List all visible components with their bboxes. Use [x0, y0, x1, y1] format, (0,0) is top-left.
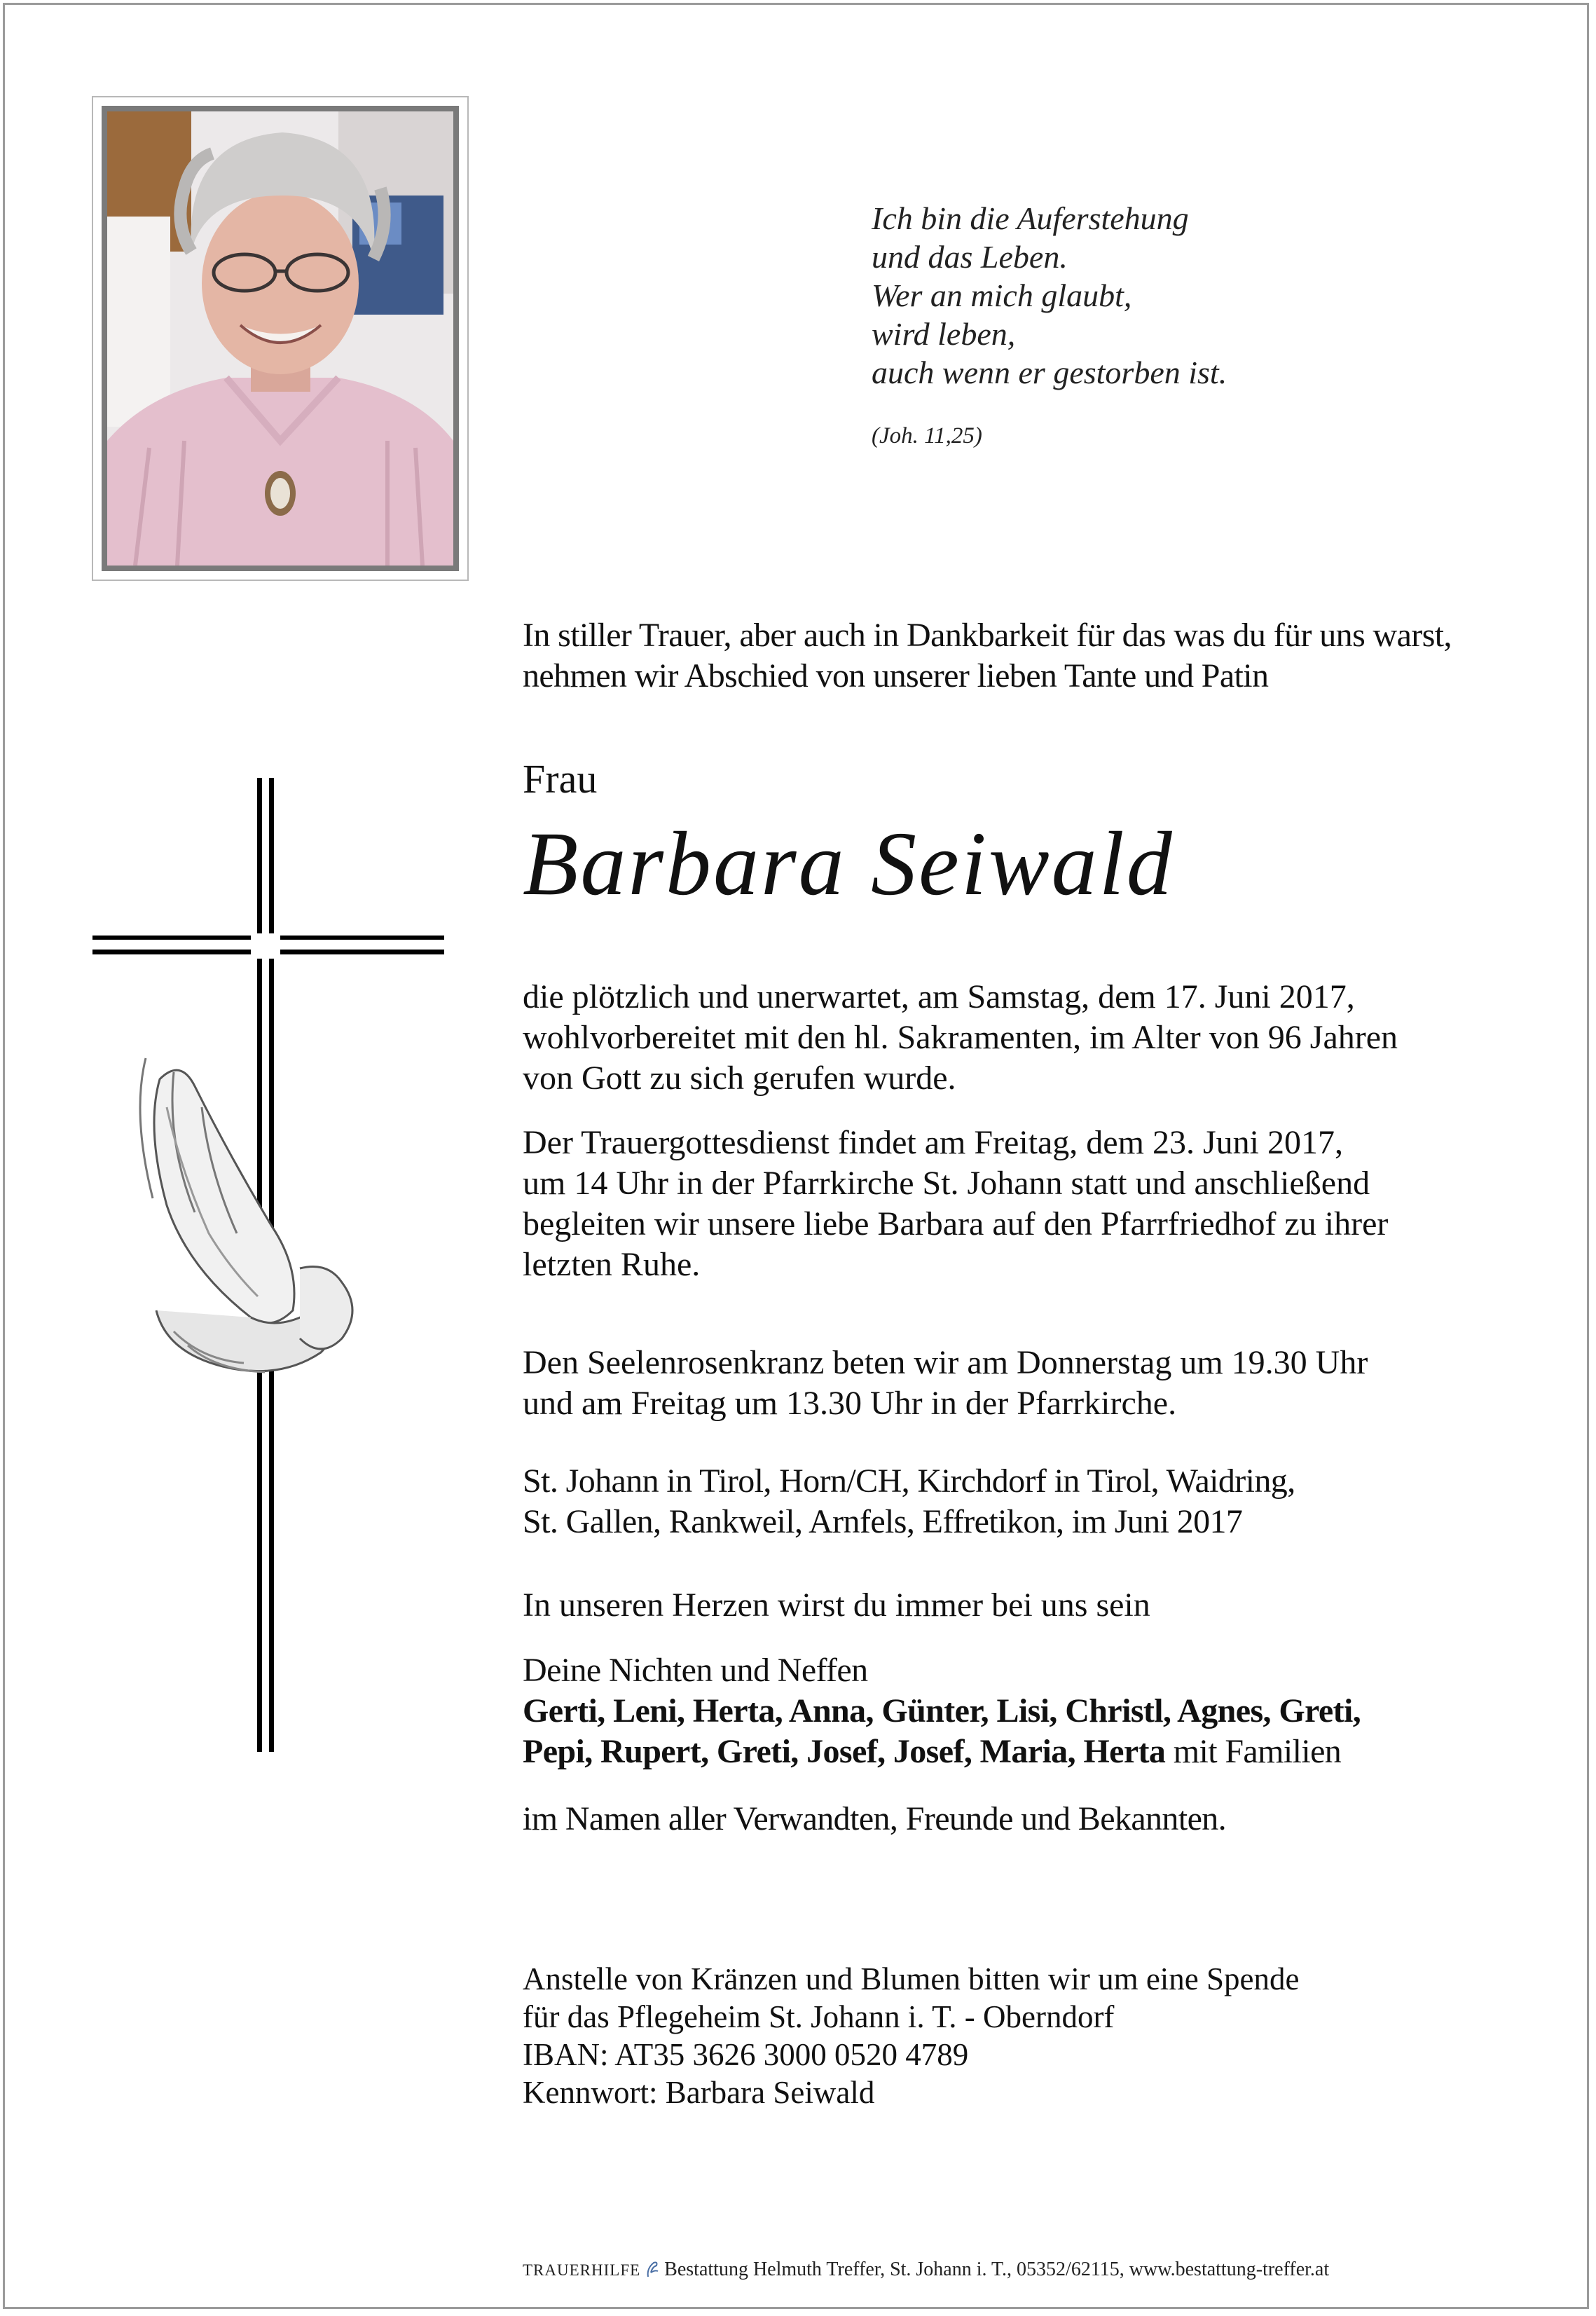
- places-line: St. Johann in Tirol, Horn/CH, Kirchdorf in Tirol, Waidring,: [523, 1462, 1295, 1500]
- quote-line: Ich bin die Auferstehung: [872, 200, 1189, 236]
- mourners-names: Gerti, Leni, Herta, Anna, Günter, Lisi, Christl, Agnes, Greti,: [523, 1692, 1361, 1729]
- service-paragraph: [523, 1123, 1388, 1285]
- intro-line: nehmen wir Abschied von unserer lieben Tante und Patin: [523, 657, 1269, 694]
- rosary-paragraph: [523, 1343, 1368, 1424]
- donation-line: Anstelle von Kränzen und Blumen bitten wir um eine Spende: [523, 1961, 1300, 1996]
- quote-line: Wer an mich glaubt,: [872, 277, 1132, 313]
- service-line: um 14 Uhr in der Pfarrkirche St. Johann statt und anschließend: [523, 1165, 1370, 1202]
- intro-paragraph: [523, 615, 1452, 697]
- rosary-line: und am Freitag um 13.30 Uhr in der Pfarrkirche.: [523, 1385, 1177, 1422]
- leaf-icon: [645, 2260, 659, 2278]
- death-notice-paragraph: [523, 977, 1398, 1099]
- salutation: Frau: [523, 756, 598, 802]
- portrait-photo: [102, 106, 459, 571]
- quote-reference: (Joh. 11,25): [872, 423, 982, 448]
- service-line: Der Trauergottesdienst findet am Freitag, dem 23. Juni 2017,: [523, 1124, 1343, 1161]
- deceased-name: Barbara Seiwald: [523, 814, 1174, 914]
- notice-line: die plötzlich und unerwartet, am Samstag, dem 17. Juni 2017,: [523, 978, 1355, 1015]
- mourners-families: mit Familien: [1165, 1733, 1342, 1770]
- notice-line: von Gott zu sich gerufen wurde.: [523, 1060, 956, 1097]
- footer-brand: TRAUERHILFE: [523, 2261, 641, 2279]
- quote-line: auch wenn er gestorben ist.: [872, 355, 1227, 390]
- mourners-heading: Deine Nichten und Neffen: [523, 1652, 868, 1689]
- cross-with-praying-hands-icon: [90, 778, 447, 1752]
- places-line: St. Gallen, Rankweil, Arnfels, Effretikon, im Juni 2017: [523, 1503, 1243, 1540]
- places-paragraph: [523, 1461, 1295, 1542]
- quote-line: und das Leben.: [872, 239, 1068, 275]
- portrait-frame: [92, 96, 469, 581]
- footer-text: Bestattung Helmuth Treffer, St. Johann i. T., 05352/62115, www.bestattung-treffer.at: [664, 2259, 1330, 2280]
- rosary-line: Den Seelenrosenkranz beten wir am Donnerstag um 19.30 Uhr: [523, 1344, 1368, 1381]
- footer: [523, 2259, 1329, 2281]
- donation-line: Kennwort: Barbara Seiwald: [523, 2075, 875, 2110]
- quote-line: wird leben,: [872, 316, 1016, 352]
- donation-line: für das Pflegeheim St. Johann i. T. - Oberndorf: [523, 1999, 1115, 2034]
- intro-line: In stiller Trauer, aber auch in Dankbarkeit für das was du für uns warst,: [523, 617, 1452, 654]
- hearts-line: In unseren Herzen wirst du immer bei uns sein: [523, 1587, 1150, 1624]
- mourners-names: Pepi, Rupert, Greti, Josef, Josef, Maria, Herta: [523, 1733, 1166, 1770]
- donation-paragraph: [523, 1960, 1300, 2111]
- service-line: begleiten wir unsere liebe Barbara auf den Pfarrfriedhof zu ihrer: [523, 1205, 1389, 1242]
- donation-line: IBAN: AT35 3626 3000 0520 4789: [523, 2037, 969, 2072]
- mourners-block: [523, 1650, 1361, 1772]
- notice-line: wohlvorbereitet mit den hl. Sakramenten, im Alter von 96 Jahren: [523, 1019, 1398, 1056]
- mourners-closing: im Namen aller Verwandten, Freunde und Bekannten.: [523, 1800, 1227, 1837]
- service-line: letzten Ruhe.: [523, 1246, 701, 1283]
- bible-quote: [872, 199, 1227, 392]
